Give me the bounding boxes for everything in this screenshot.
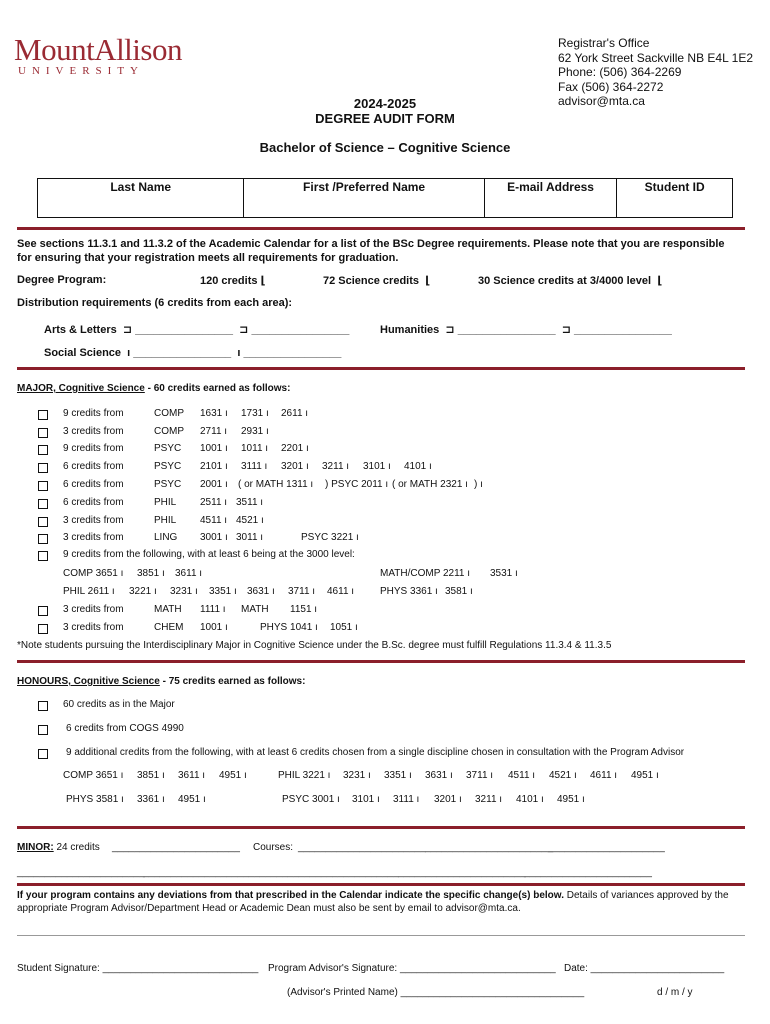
course-code: 3851 ı <box>137 770 165 781</box>
student-id-field[interactable]: Student ID <box>644 180 705 194</box>
credits-label: 3 credits from <box>63 426 124 437</box>
subject-label: PSYC <box>154 443 182 454</box>
social-science-row: Social Science ı ________________ ı ________________ <box>44 347 342 359</box>
course-code: 3111 ı <box>241 461 268 472</box>
course-code: MATH/COMP 2211 ı <box>380 568 471 579</box>
checkbox[interactable]: ⊐ <box>122 324 133 336</box>
course-code: 3101 ı <box>363 461 391 472</box>
course-code: 3011 ı <box>236 532 264 543</box>
course-code: 3361 ı <box>137 794 165 805</box>
course-code: 3711 ı <box>288 586 316 597</box>
subject-label: COMP <box>154 408 184 419</box>
registrar-line: Fax (506) 364-2272 <box>558 79 664 94</box>
email-field[interactable]: E-mail Address <box>485 179 618 217</box>
course-code: 4951 ı <box>631 770 659 781</box>
course-code: 1151 ı <box>290 604 318 615</box>
credits-label: 6 credits from <box>63 479 124 490</box>
checkbox[interactable] <box>38 481 48 491</box>
date-format: d / m / y <box>657 987 693 998</box>
course-code: 3511 ı <box>236 497 264 508</box>
advisor-signature[interactable]: Program Advisor's Signature: ____________________________ <box>268 963 556 974</box>
university-logo: MountAllison <box>14 32 182 67</box>
course-code: 1011 ı <box>241 443 269 454</box>
subject-label: PHIL <box>154 497 177 508</box>
registrar-email[interactable]: advisor@mta.ca <box>558 94 645 109</box>
course-code: PHIL 3221 ı <box>278 770 331 781</box>
checkbox-72[interactable]: ⌊ <box>425 275 431 287</box>
checkbox[interactable]: ⊐ <box>445 324 455 336</box>
divider <box>17 660 745 663</box>
minor-course-blank[interactable]: _____________________ <box>548 842 665 853</box>
course-code: 4101 ı <box>404 461 432 472</box>
course-code: 1731 ı <box>241 408 269 419</box>
subject-label: COMP <box>154 426 184 437</box>
registrar-line: Phone: (506) 364-2269 <box>558 65 682 80</box>
intro-text: See sections 11.3.1 and 11.3.2 of the Academic Calendar for a list of the BSc Degree requirements. Please note that you are responsible <box>17 238 725 250</box>
course-code: 1631 ı <box>200 408 228 419</box>
major-title: MAJOR, Cognitive Science - 60 credits earned as follows: <box>17 383 291 394</box>
minor-row: MINOR: 24 credits <box>17 842 100 853</box>
subject-label: CHEM <box>154 622 184 633</box>
degree-program-label: Degree Program: <box>17 274 107 286</box>
credits-label: 3 credits from <box>63 604 124 615</box>
credits-label: 3 credits from <box>63 622 124 633</box>
checkbox[interactable] <box>38 701 48 711</box>
deviation-text: If your program contains any deviations from that prescribed in the Calendar indicate the specific change(s) below. Details of variances approved by the <box>17 890 729 901</box>
credits-label: 9 credits from <box>63 443 124 454</box>
course-code: 3531 ı <box>490 568 518 579</box>
minor-course-blank[interactable]: _______________________ <box>143 867 271 878</box>
course-code: 3631 ı <box>247 586 275 597</box>
registrar-line: Registrar's Office <box>558 36 650 50</box>
checkbox-120[interactable]: ⌊ <box>260 275 266 287</box>
honours-item: 9 additional credits from the following, with at least 6 credits chosen from a single discipline chosen in consultation with the Program Advisor <box>66 747 685 758</box>
student-info-table <box>37 178 733 218</box>
checkbox[interactable] <box>38 463 48 473</box>
subject-label: MATH <box>154 604 182 615</box>
minor-course-blank[interactable]: _______________________ <box>271 867 399 878</box>
course-code: 1001 ı <box>200 443 228 454</box>
course-code: 4511 ı <box>200 515 228 526</box>
course-code: 3351 ı <box>209 586 237 597</box>
checkbox-30[interactable]: ⌊ <box>657 275 663 287</box>
course-code: PHYS 1041 ı <box>260 622 318 633</box>
course-code: 2611 ı <box>281 408 309 419</box>
credits-120: 120 credits ⌊ <box>200 275 266 287</box>
checkbox[interactable] <box>38 624 48 634</box>
honours-item: 60 credits as in the Major <box>63 699 175 710</box>
subject-label: PHIL <box>154 515 177 526</box>
course-code: 4611 ı <box>590 770 618 781</box>
credits-30: 30 Science credits at 3/4000 level ⌊ <box>478 275 663 287</box>
course-code: 3611 ı <box>178 770 206 781</box>
following-label: 9 credits from the following, with at least 6 being at the 3000 level: <box>63 549 355 560</box>
course-code: 4951 ı <box>557 794 585 805</box>
course-code: 3231 ı <box>343 770 371 781</box>
course-code: 1111 ı <box>200 604 226 615</box>
minor-course-blank[interactable]: _______________________ <box>398 867 526 878</box>
minor-course-blank[interactable]: _______________________ <box>298 842 426 853</box>
course-code: PHYS 3361 ı <box>380 586 438 597</box>
divider <box>17 826 745 829</box>
divider <box>17 227 745 230</box>
course-code: ( or MATH 2321 ı <box>392 479 468 490</box>
divider <box>17 367 745 370</box>
checkbox[interactable] <box>38 725 48 735</box>
course-code: 2101 ı <box>200 461 228 472</box>
course-code: 3581 ı <box>445 586 473 597</box>
course-code: 3101 ı <box>352 794 380 805</box>
course-code: PHYS 3581 ı <box>66 794 124 805</box>
checkbox[interactable] <box>38 606 48 616</box>
checkbox[interactable]: ı <box>127 347 131 359</box>
credits-label: 9 credits from <box>63 408 124 419</box>
course-code: 2711 ı <box>200 426 228 437</box>
program-title: Bachelor of Science – Cognitive Science <box>259 140 511 155</box>
checkbox[interactable] <box>38 551 48 561</box>
course-code: COMP 3651 ı <box>63 568 124 579</box>
credits-label: 6 credits from <box>63 461 124 472</box>
advisor-printed-name[interactable]: (Advisor's Printed Name) _________________________________ <box>287 987 585 998</box>
credits-label: 3 credits from <box>63 532 124 543</box>
course-code: 4521 ı <box>236 515 264 526</box>
course-code: 3231 ı <box>170 586 198 597</box>
course-code: 3351 ı <box>384 770 412 781</box>
course-code: 4951 ı <box>178 794 206 805</box>
subject-label: PSYC <box>154 461 182 472</box>
minor-courses-label: Courses: <box>253 842 294 853</box>
credits-72: 72 Science credits ⌊ <box>323 275 431 287</box>
course-code: 3631 ı <box>425 770 453 781</box>
course-code: 3851 ı <box>137 568 165 579</box>
course-code: 1051 ı <box>330 622 358 633</box>
course-code: 1001 ı <box>200 622 228 633</box>
intro-text: for ensuring that your registration meets all requirements for graduation. <box>17 252 399 264</box>
course-code: MATH <box>241 604 269 615</box>
course-code: 4611 ı <box>327 586 355 597</box>
minor-course-blank[interactable]: _______________________ <box>17 867 145 878</box>
course-code: 3201 ı <box>281 461 309 472</box>
deviation-text: appropriate Program Advisor/Department Head or Academic Dean must also be sent by email to advisor@mta.ca. <box>17 903 521 914</box>
course-code: 2201 ı <box>281 443 309 454</box>
student-signature[interactable]: Student Signature: ____________________________ <box>17 963 259 974</box>
last-name-field[interactable]: Last Name <box>38 179 244 217</box>
course-code: PSYC 3001 ı <box>282 794 340 805</box>
course-code: 3211 ı <box>322 461 350 472</box>
checkbox[interactable] <box>38 749 48 759</box>
subject-label: PSYC <box>154 479 182 490</box>
course-code: ) PSYC 2011 ı <box>325 479 389 490</box>
arts-letters-row: Arts & Letters ⊐ ________________ ⊐ ________________ <box>44 324 350 336</box>
minor-blank[interactable]: _______________________ <box>112 842 240 853</box>
course-code: PHIL 2611 ı <box>63 586 115 597</box>
divider <box>17 883 745 886</box>
course-code: 4521 ı <box>549 770 577 781</box>
form-year: 2024-2025 <box>353 96 417 111</box>
checkbox[interactable]: ⊐ <box>561 324 571 336</box>
course-code: 4951 ı <box>219 770 247 781</box>
course-code: COMP 3651 ı <box>63 770 124 781</box>
checkbox[interactable] <box>38 445 48 455</box>
major-note: *Note students pursuing the Interdisciplinary Major in Cognitive Science under the B.Sc. degree must fulfill Regulations 11.3.4 & 11.3.5 <box>17 640 612 651</box>
checkbox[interactable] <box>38 499 48 509</box>
course-code: 3001 ı <box>200 532 228 543</box>
minor-course-blank[interactable]: _______________________ <box>425 842 553 853</box>
course-code: ( or MATH 1311 ı <box>238 479 314 490</box>
credits-label: 6 credits from <box>63 497 124 508</box>
checkbox[interactable]: ı <box>237 347 241 359</box>
course-code: 4101 ı <box>516 794 544 805</box>
deviation-entry-line[interactable] <box>17 935 745 936</box>
course-code: 3201 ı <box>434 794 462 805</box>
date-field[interactable]: Date: ________________________ <box>564 963 725 974</box>
course-code: 3111 ı <box>393 794 420 805</box>
course-code: 3711 ı <box>466 770 494 781</box>
honours-title: HONOURS, Cognitive Science - 75 credits earned as follows: <box>17 676 306 687</box>
honours-item: 6 credits from COGS 4990 <box>66 723 184 734</box>
checkbox[interactable] <box>38 410 48 420</box>
course-code: 3211 ı <box>475 794 503 805</box>
course-code: 2511 ı <box>200 497 228 508</box>
distribution-label: Distribution requirements (6 credits from each area): <box>17 297 293 309</box>
checkbox[interactable] <box>38 534 48 544</box>
university-logo-subtitle: UNIVERSITY <box>18 65 144 77</box>
course-code: 4511 ı <box>508 770 536 781</box>
checkbox[interactable] <box>38 517 48 527</box>
first-name-field[interactable]: First /Preferred Name <box>244 179 484 217</box>
form-title: DEGREE AUDIT FORM <box>315 111 455 126</box>
course-code: ) ı <box>474 479 483 490</box>
checkbox[interactable] <box>38 428 48 438</box>
minor-course-blank[interactable]: _______________________ <box>524 867 652 878</box>
course-code: 2931 ı <box>241 426 269 437</box>
credits-label: 3 credits from <box>63 515 124 526</box>
course-code: 3611 ı <box>175 568 203 579</box>
course-code: 2001 ı <box>200 479 228 490</box>
course-code: 3221 ı <box>129 586 157 597</box>
registrar-line: 62 York Street Sackville NB E4L 1E2 <box>558 50 753 65</box>
course-code: PSYC 3221 ı <box>301 532 359 543</box>
checkbox[interactable]: ⊐ <box>239 324 249 336</box>
subject-label: LING <box>154 532 178 543</box>
humanities-row: Humanities ⊐ ________________ ⊐ ________________ <box>380 324 672 336</box>
